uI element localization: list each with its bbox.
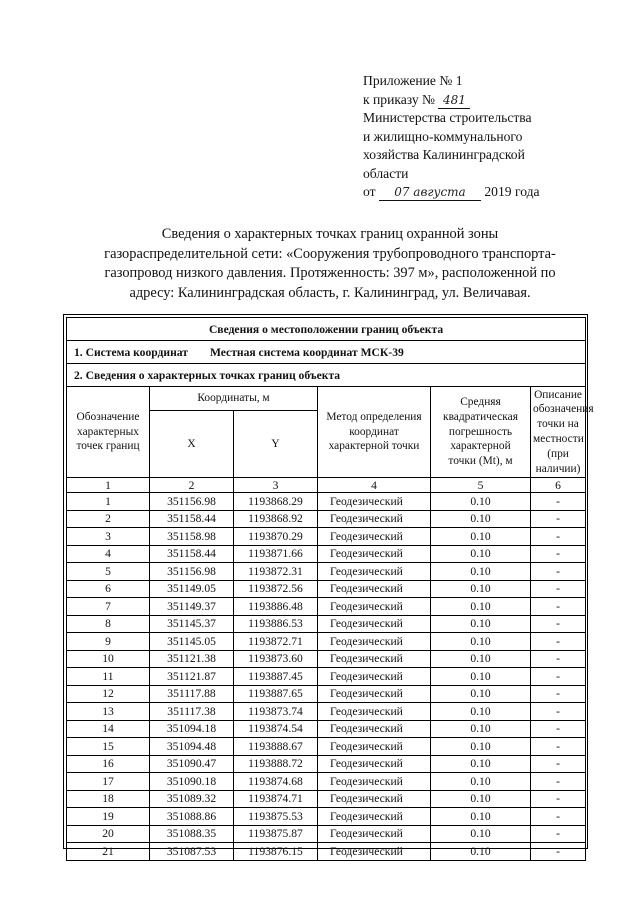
coord-y: 1193872.71 — [234, 633, 318, 651]
error-cell: 0.10 — [431, 528, 531, 546]
point-number: 14 — [67, 720, 150, 738]
point-number: 9 — [67, 633, 150, 651]
header-description: Описание обозначения точки на местности (при наличии) — [531, 387, 586, 478]
method-cell: Геодезический — [318, 773, 431, 791]
point-number: 2 — [67, 510, 150, 528]
table-row — [67, 825, 586, 843]
error-cell: 0.10 — [431, 510, 531, 528]
description-cell: - — [531, 668, 586, 686]
table-row — [67, 545, 586, 563]
table-row — [67, 528, 586, 546]
ministry-line-1: Министерства строительства — [363, 110, 532, 125]
ministry-line-3: хозяйства Калининградской — [363, 147, 525, 162]
coord-x: 351156.98 — [150, 493, 234, 511]
appendix-block — [363, 72, 603, 202]
error-cell: 0.10 — [431, 720, 531, 738]
method-cell: Геодезический — [318, 510, 431, 528]
error-cell: 0.10 — [431, 825, 531, 843]
method-cell: Геодезический — [318, 685, 431, 703]
coord-x: 351158.98 — [150, 528, 234, 546]
coord-x: 351145.37 — [150, 615, 234, 633]
error-cell: 0.10 — [431, 580, 531, 598]
error-cell: 0.10 — [431, 843, 531, 861]
points-section-title: 2. Сведения о характерных точках границ объекта — [67, 364, 586, 387]
method-cell: Геодезический — [318, 843, 431, 861]
method-cell: Геодезический — [318, 720, 431, 738]
column-number: 2 — [150, 478, 234, 493]
table-row — [67, 598, 586, 616]
point-number: 12 — [67, 685, 150, 703]
coord-y: 1193886.48 — [234, 598, 318, 616]
description-cell: - — [531, 563, 586, 581]
point-number: 7 — [67, 598, 150, 616]
point-number: 20 — [67, 825, 150, 843]
coord-y: 1193868.92 — [234, 510, 318, 528]
coordinate-system-row — [67, 341, 586, 364]
table-row — [67, 790, 586, 808]
description-cell: - — [531, 790, 586, 808]
coord-y: 1193868.29 — [234, 493, 318, 511]
order-number: 481 — [438, 93, 470, 109]
coord-x: 351117.88 — [150, 685, 234, 703]
coord-x: 351156.98 — [150, 563, 234, 581]
coord-y: 1193888.72 — [234, 755, 318, 773]
description-cell: - — [531, 545, 586, 563]
date-line — [363, 183, 603, 202]
coord-x: 351121.87 — [150, 668, 234, 686]
header-method: Метод определения координат характерной точки — [318, 387, 431, 478]
point-number: 21 — [67, 843, 150, 861]
method-cell: Геодезический — [318, 598, 431, 616]
table-row — [67, 668, 586, 686]
method-cell: Геодезический — [318, 755, 431, 773]
point-number: 8 — [67, 615, 150, 633]
coord-y: 1193871.66 — [234, 545, 318, 563]
title-line-3: газопровод низкого давления. Протяженность: 397 м», расположенной по — [104, 265, 556, 281]
point-number: 6 — [67, 580, 150, 598]
table-row — [67, 755, 586, 773]
error-cell: 0.10 — [431, 703, 531, 721]
coord-x: 351117.38 — [150, 703, 234, 721]
error-cell: 0.10 — [431, 738, 531, 756]
method-cell: Геодезический — [318, 650, 431, 668]
coord-x: 351158.44 — [150, 510, 234, 528]
coord-x: 351094.18 — [150, 720, 234, 738]
point-number: 17 — [67, 773, 150, 791]
description-cell: - — [531, 773, 586, 791]
description-cell: - — [531, 685, 586, 703]
description-cell: - — [531, 808, 586, 826]
appendix-number: Приложение № 1 — [363, 73, 463, 88]
coord-y: 1193887.45 — [234, 668, 318, 686]
coord-y: 1193876.15 — [234, 843, 318, 861]
point-number: 3 — [67, 528, 150, 546]
method-cell: Геодезический — [318, 633, 431, 651]
coord-y: 1193887.65 — [234, 685, 318, 703]
point-number: 10 — [67, 650, 150, 668]
error-cell: 0.10 — [431, 773, 531, 791]
point-number: 13 — [67, 703, 150, 721]
date-value: 07 августа — [379, 185, 481, 201]
coord-y: 1193872.56 — [234, 580, 318, 598]
method-cell: Геодезический — [318, 580, 431, 598]
point-number: 19 — [67, 808, 150, 826]
table-row — [67, 493, 586, 511]
description-cell: - — [531, 650, 586, 668]
table-row — [67, 650, 586, 668]
title-line-1: Сведения о характерных точках границ охранной зоны — [161, 226, 499, 242]
column-number: 5 — [431, 478, 531, 493]
table-row — [67, 580, 586, 598]
column-number: 4 — [318, 478, 431, 493]
table-row — [67, 633, 586, 651]
coord-x: 351149.05 — [150, 580, 234, 598]
document-title — [60, 225, 600, 303]
coord-y: 1193870.29 — [234, 528, 318, 546]
error-cell: 0.10 — [431, 808, 531, 826]
table-row — [67, 843, 586, 861]
error-cell: 0.10 — [431, 650, 531, 668]
coord-y: 1193875.87 — [234, 825, 318, 843]
error-cell: 0.10 — [431, 615, 531, 633]
point-number: 18 — [67, 790, 150, 808]
error-cell: 0.10 — [431, 493, 531, 511]
coord-y: 1193888.67 — [234, 738, 318, 756]
method-cell: Геодезический — [318, 545, 431, 563]
method-cell: Геодезический — [318, 808, 431, 826]
description-cell: - — [531, 738, 586, 756]
coord-x: 351088.86 — [150, 808, 234, 826]
method-cell: Геодезический — [318, 738, 431, 756]
point-number: 4 — [67, 545, 150, 563]
coord-x: 351094.48 — [150, 738, 234, 756]
coord-y: 1193886.53 — [234, 615, 318, 633]
method-cell: Геодезический — [318, 563, 431, 581]
title-line-2: газораспределительной сети: «Сооружения трубопроводного транспорта- — [104, 245, 556, 262]
description-cell: - — [531, 580, 586, 598]
description-cell: - — [531, 843, 586, 861]
coord-x: 351149.37 — [150, 598, 234, 616]
table-row — [67, 563, 586, 581]
coord-x: 351088.35 — [150, 825, 234, 843]
date-prefix: от — [363, 184, 376, 199]
description-cell: - — [531, 703, 586, 721]
method-cell: Геодезический — [318, 825, 431, 843]
coord-x: 351121.38 — [150, 650, 234, 668]
method-cell: Геодезический — [318, 493, 431, 511]
header-designation: Обозначение характерных точек границ — [67, 387, 150, 478]
section-title: Сведения о местоположении границ объекта — [67, 318, 586, 341]
description-cell: - — [531, 493, 586, 511]
error-cell: 0.10 — [431, 790, 531, 808]
coord-y: 1193875.53 — [234, 808, 318, 826]
description-cell: - — [531, 598, 586, 616]
table-row — [67, 738, 586, 756]
table-row — [67, 703, 586, 721]
description-cell: - — [531, 615, 586, 633]
table-row — [67, 615, 586, 633]
error-cell: 0.10 — [431, 563, 531, 581]
coord-y: 1193874.68 — [234, 773, 318, 791]
table-row — [67, 685, 586, 703]
title-line-4: адресу: Калининградская область, г. Калининград, ул. Величавая. — [129, 284, 531, 301]
method-cell: Геодезический — [318, 790, 431, 808]
point-number: 15 — [67, 738, 150, 756]
coord-x: 351087.53 — [150, 843, 234, 861]
header-x: X — [150, 411, 234, 478]
point-number: 11 — [67, 668, 150, 686]
coord-y: 1193874.71 — [234, 790, 318, 808]
order-prefix: к приказу № — [363, 91, 436, 107]
column-number: 1 — [67, 478, 150, 493]
ministry-line-2: и жилищно-коммунального — [363, 128, 523, 144]
description-cell: - — [531, 528, 586, 546]
description-cell: - — [531, 510, 586, 528]
coordinate-system-value: Местная система координат МСК-39 — [209, 345, 404, 359]
description-cell: - — [531, 755, 586, 773]
coord-x: 351158.44 — [150, 545, 234, 563]
coord-x: 351089.32 — [150, 790, 234, 808]
header-y: Y — [234, 411, 318, 478]
table-body — [67, 493, 586, 861]
point-number: 5 — [67, 563, 150, 581]
coord-x: 351090.47 — [150, 755, 234, 773]
coord-y: 1193872.31 — [234, 563, 318, 581]
table-row — [67, 773, 586, 791]
error-cell: 0.10 — [431, 685, 531, 703]
description-cell: - — [531, 825, 586, 843]
point-number: 1 — [67, 493, 150, 511]
method-cell: Геодезический — [318, 528, 431, 546]
order-line — [363, 91, 603, 110]
table-row — [67, 808, 586, 826]
error-cell: 0.10 — [431, 633, 531, 651]
header-coordinates: Координаты, м — [150, 387, 318, 411]
error-cell: 0.10 — [431, 668, 531, 686]
column-number: 3 — [234, 478, 318, 493]
coord-y: 1193873.60 — [234, 650, 318, 668]
error-cell: 0.10 — [431, 755, 531, 773]
coord-y: 1193873.74 — [234, 703, 318, 721]
error-cell: 0.10 — [431, 598, 531, 616]
table-row — [67, 720, 586, 738]
ministry-line-4: области — [363, 165, 409, 181]
error-cell: 0.10 — [431, 545, 531, 563]
method-cell: Геодезический — [318, 703, 431, 721]
coord-x: 351090.18 — [150, 773, 234, 791]
coord-y: 1193874.54 — [234, 720, 318, 738]
coord-x: 351145.05 — [150, 633, 234, 651]
boundary-points-table — [66, 317, 594, 861]
description-cell: - — [531, 720, 586, 738]
date-suffix: 2019 года — [484, 184, 540, 199]
method-cell: Геодезический — [318, 668, 431, 686]
description-cell: - — [531, 633, 586, 651]
header-error: Средняя квадратическая погрешность характерной точки (Mt), м — [431, 387, 531, 478]
column-number: 6 — [531, 478, 586, 493]
coordinate-system-label: 1. Система координат — [74, 345, 188, 359]
table-row — [67, 510, 586, 528]
point-number: 16 — [67, 755, 150, 773]
method-cell: Геодезический — [318, 615, 431, 633]
